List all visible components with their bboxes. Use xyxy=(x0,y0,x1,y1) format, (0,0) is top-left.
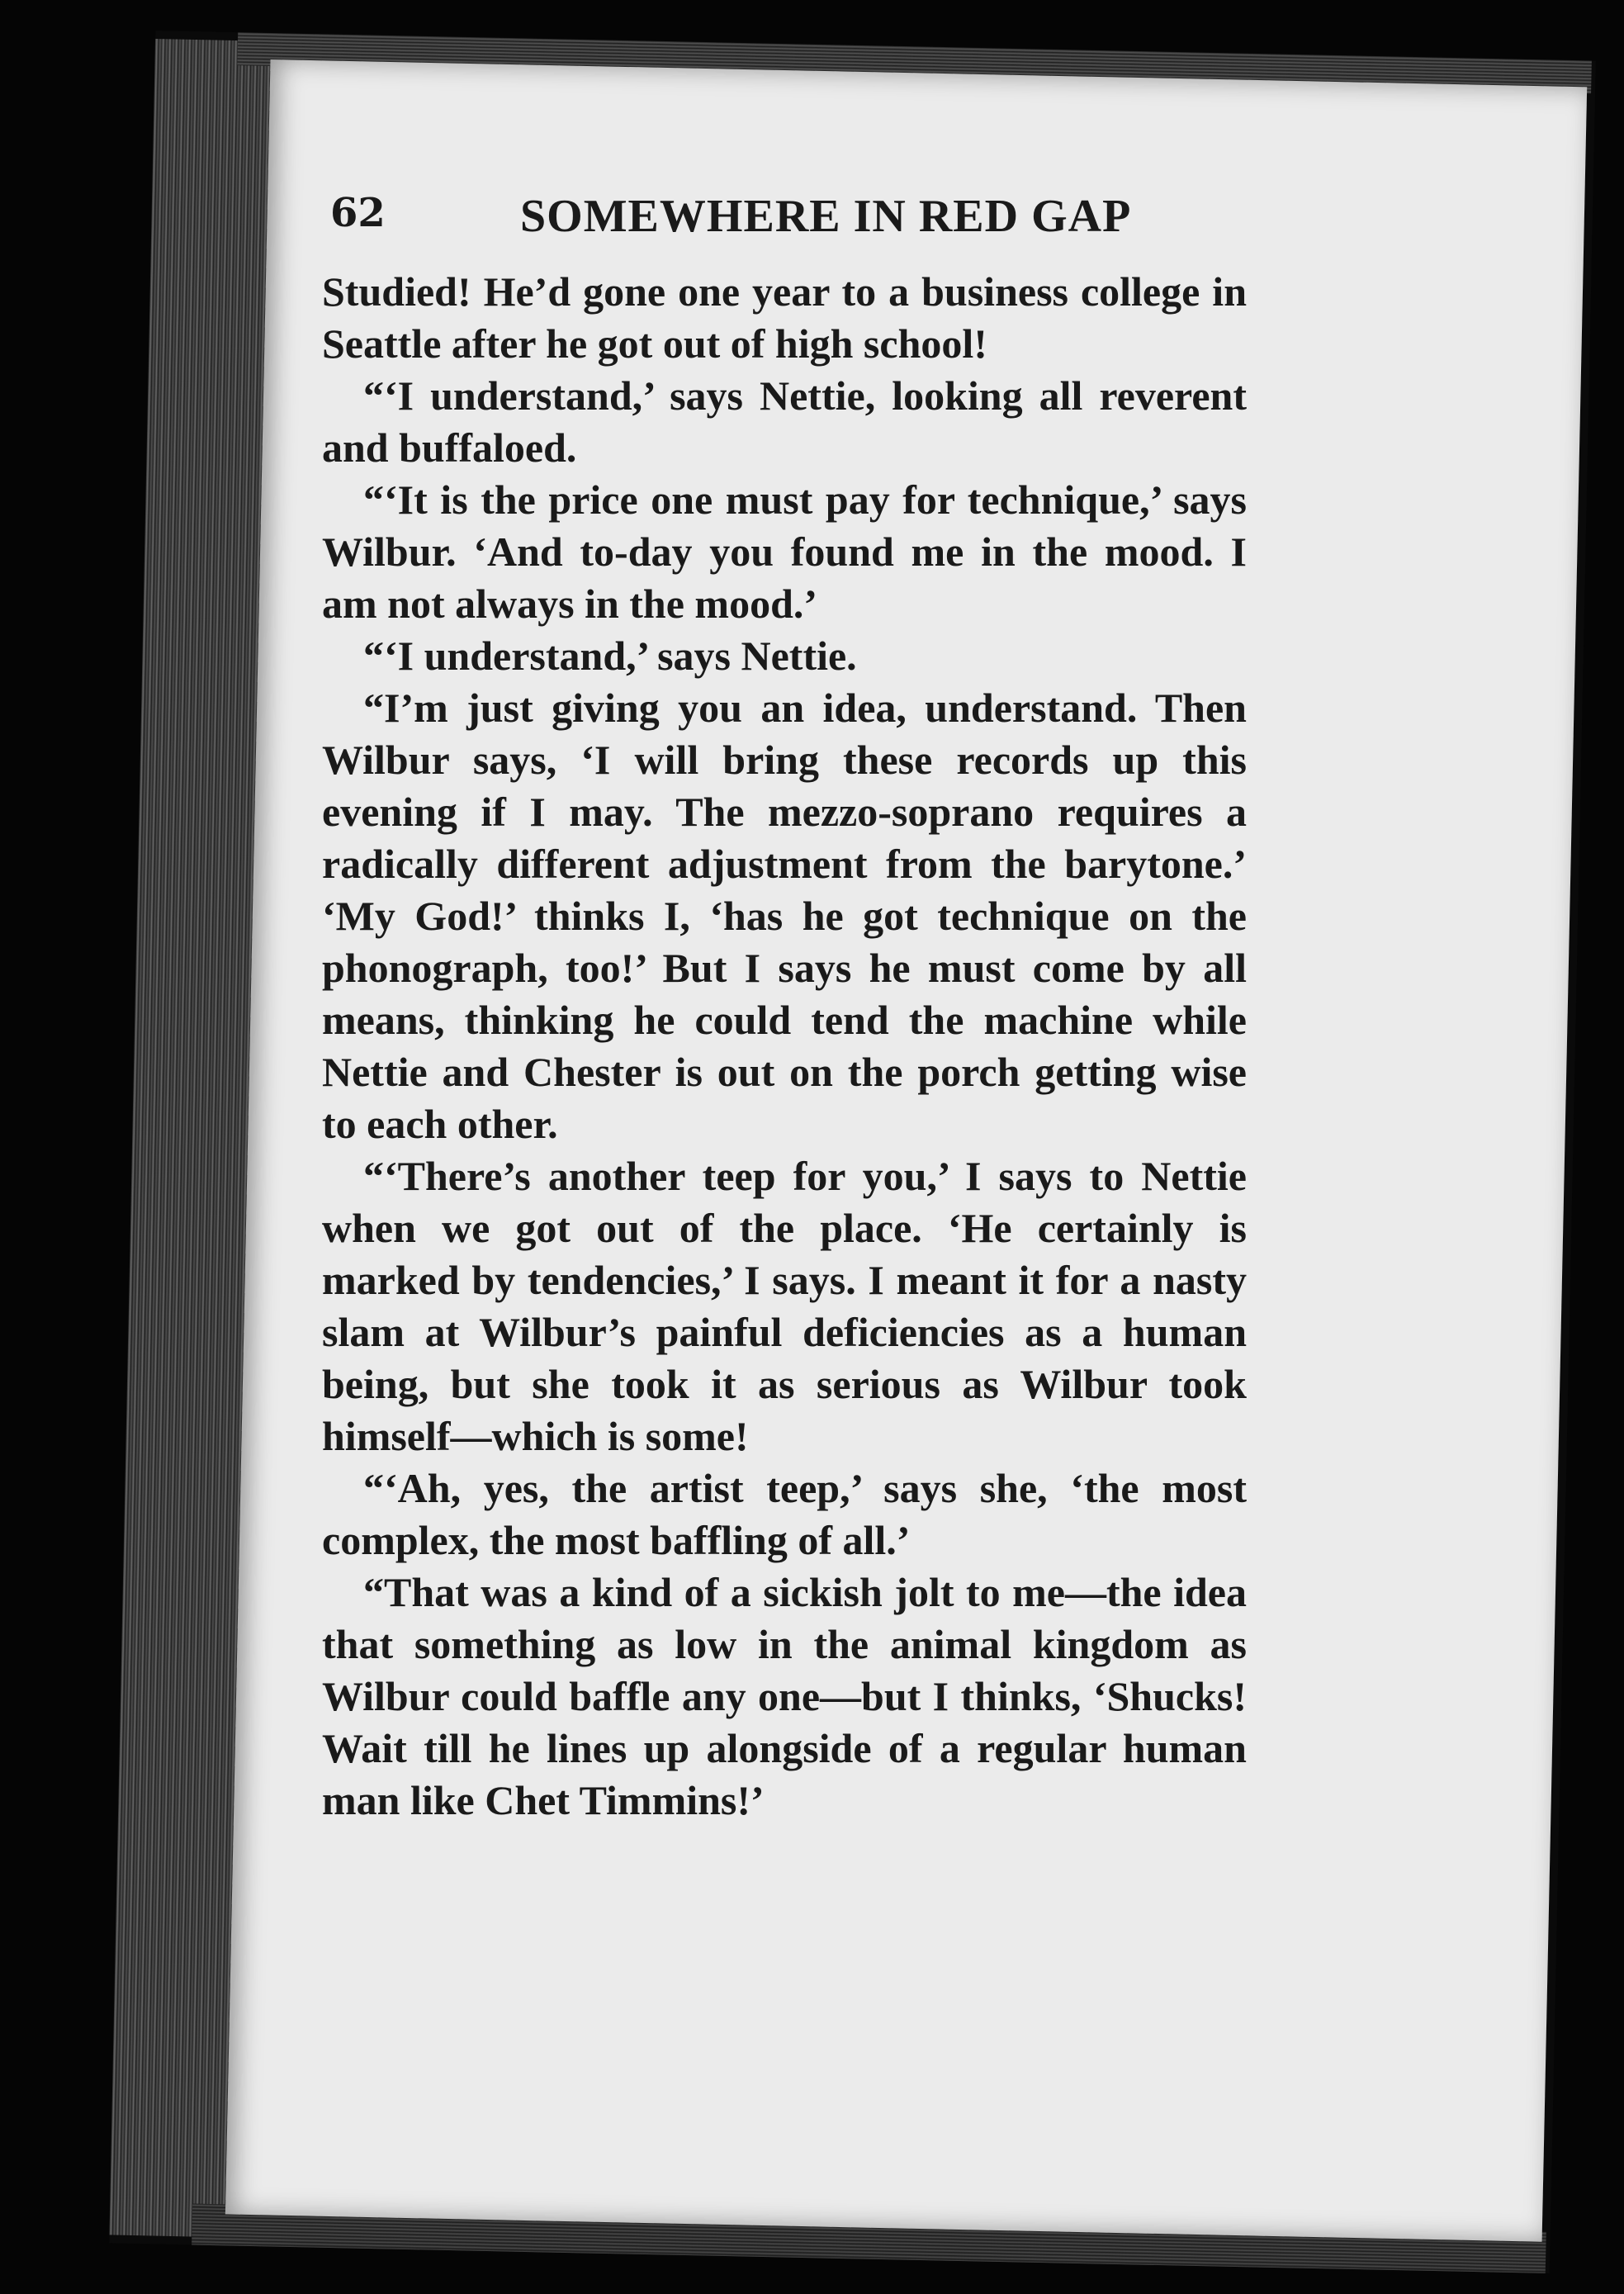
paragraph: “‘There’s another teep for you,’ I says to Nettie when we got out of the place. ‘He certainly is marked by tendencies,’ I says. I meant it for a nasty slam at Wilbur’s painful deficiencies as a human being, but she took it as serious as Wilbur took himself—which is some! xyxy=(322,1153,1247,1459)
page-header xyxy=(330,190,1214,256)
paragraph: “That was a kind of a sickish jolt to me—the idea that something as low in the animal kingdom as Wilbur could baffle any one—but I thinks, ‘Shucks! Wait till he lines up alongside of a regular human man like Chet Timmins!’ xyxy=(322,1569,1247,1823)
page-number: 62 xyxy=(330,190,386,236)
paragraph: “‘It is the price one must pay for technique,’ says Wilbur. ‘And to-day you found me in the mood. I am not always in the mood.’ xyxy=(322,476,1247,627)
paragraph: “‘I understand,’ says Nettie, looking all reverent and buffaloed. xyxy=(322,372,1247,471)
paragraph: Studied! He’d gone one year to a business college in Seattle after he got out of high school! xyxy=(322,268,1247,367)
paragraph: “I’m just giving you an idea, understand. Then Wilbur says, ‘I will bring these records up this evening if I may. The mezzo-soprano requires a radically different adjustment from the barytone.’ ‘My God!’ thinks I, ‘has he got technique on the phonograph, too!’ But I says he must come by all means, thinking he could tend the machine while Nettie and Chester is out on the porch getting wise to each other. xyxy=(322,685,1247,1147)
paragraph: “‘I understand,’ says Nettie. xyxy=(363,633,857,679)
paragraph: “‘Ah, yes, the artist teep,’ says she, ‘the most complex, the most baffling of all.’ xyxy=(322,1465,1247,1563)
body-text xyxy=(322,266,1247,1827)
running-head: SOMEWHERE IN RED GAP xyxy=(520,191,1132,242)
